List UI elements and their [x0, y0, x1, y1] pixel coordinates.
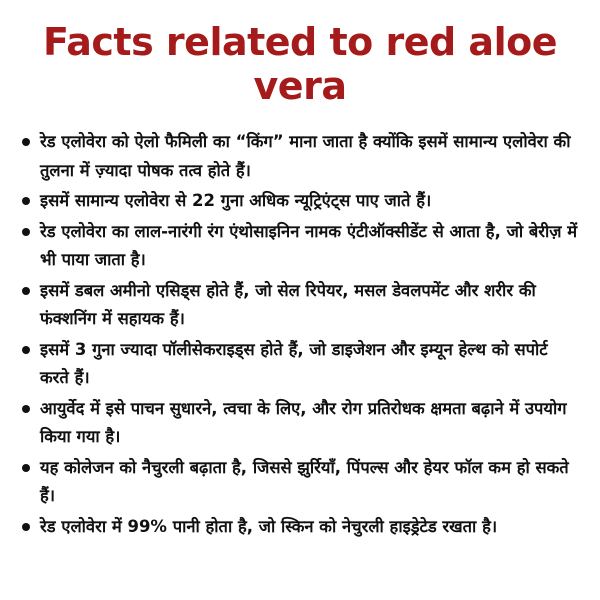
fact-item	[22, 187, 578, 216]
fact-item	[22, 277, 578, 334]
bullet-icon	[22, 464, 30, 472]
fact-item	[22, 513, 578, 542]
facts-list	[22, 128, 578, 541]
bullet-icon	[22, 228, 30, 236]
bullet-icon	[22, 287, 30, 295]
bullet-icon	[22, 523, 30, 531]
bullet-icon	[22, 197, 30, 205]
bullet-icon	[22, 346, 30, 354]
fact-text: इसमें सामान्य एलोवेरा से 22 गुना अधिक न्यूट्रिएंट्स पाए जाते हैं।	[40, 191, 432, 210]
fact-item	[22, 218, 578, 275]
fact-item	[22, 395, 578, 452]
fact-text: रेड एलोवेरा में 99% पानी होता है, जो स्किन को नेचुरली हाइड्रेटेड रखता है।	[40, 516, 498, 536]
fact-text: आयुर्वेद में इसे पाचन सुधारने, त्वचा के लिए, और रोग प्रतिरोधक क्षमता बढ़ाने में उपयोग किया गया है।	[40, 398, 567, 446]
fact-text: इसमें 3 गुना ज्यादा पॉलीसेकराइड्स होते हैं, जो डाइजेशन और इम्यून हेल्थ को सपोर्ट करते हैं।	[40, 339, 548, 387]
bullet-icon	[22, 138, 30, 146]
page-title: Facts related to red aloe vera	[43, 20, 557, 108]
fact-text: रेड एलोवेरा का लाल-नारंगी रंग एंथोसाइनिन नामक एंटीऑक्सीडेंट से आता है, जो बेरीज़ में भी पाया जाता है।	[40, 221, 578, 269]
fact-item	[22, 128, 578, 185]
fact-text: इसमें डबल अमीनो एसिड्स होते हैं, जो सेल रिपेयर, मसल डेवलपमेंट और शरीर की फंक्शनिंग में सहायक हैं।	[40, 280, 536, 328]
fact-text: यह कोलेजन को नैचुरली बढ़ाता है, जिससे झुर्रियाँ, पिंपल्स और हेयर फॉल कम हो सकते हैं।	[40, 457, 569, 505]
fact-item	[22, 336, 578, 393]
fact-text: रेड एलोवेरा को ऐलो फैमिली का “किंग” माना जाता है क्योंकि इसमें सामान्य एलोवेरा की तुलना में ज़्यादा पोषक तत्व होते हैं।	[40, 132, 571, 180]
fact-item	[22, 454, 578, 511]
bullet-icon	[22, 405, 30, 413]
